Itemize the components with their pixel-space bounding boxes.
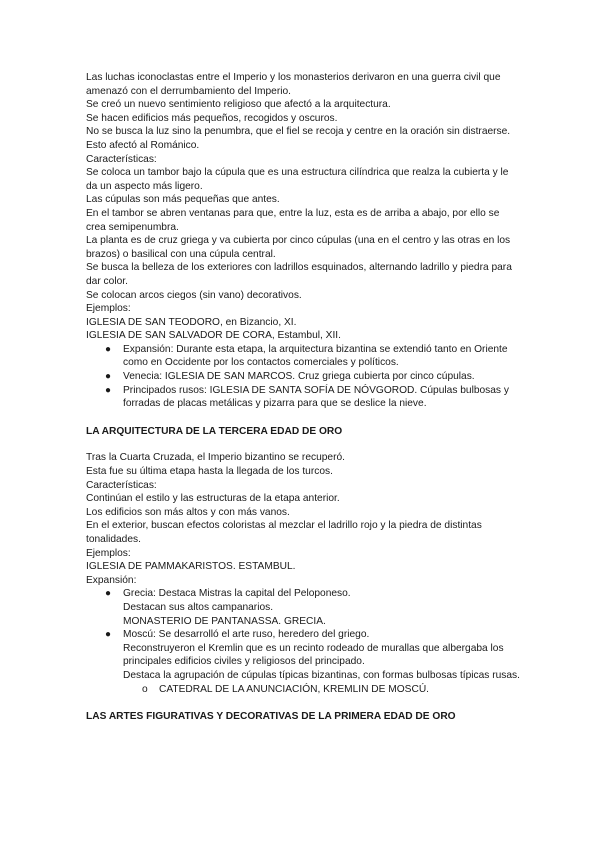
list-item (86, 370, 522, 384)
sub-list (86, 683, 522, 697)
list-item-text: Expansión: Durante esta etapa, la arquitectura bizantina se extendió tanto en Oriente como en Occidente por los contactos comerciales y políticos. (123, 343, 508, 369)
paragraph: La planta es de cruz griega y va cubierta por cinco cúpulas (una en el centro y las otras en los brazos) o basilical con una cúpula central. (86, 235, 511, 260)
paragraph: Esta fue su última etapa hasta la llegada de los turcos. (86, 466, 333, 478)
paragraph: Se hacen edificios más pequeños, recogidos y oscuros. (86, 112, 338, 124)
paragraph: Ejemplos: (86, 547, 131, 559)
paragraph: Las cúpulas son más pequeñas que antes. (86, 194, 280, 206)
circle-bullet-icon: o (142, 683, 148, 695)
sub-list-item (86, 683, 522, 697)
list-item-text: Grecia: Destaca Mistras la capital del Peloponeso. (123, 588, 351, 600)
bullet-list (86, 343, 522, 411)
bullet-icon: ● (105, 371, 112, 383)
paragraph: Esto afectó al Románico. (86, 139, 200, 151)
list-item-text: Reconstruyeron el Kremlin que es un recinto rodeado de murallas que albergaba los principales edificios civiles y religiosos del principado. (123, 642, 504, 668)
list-item (86, 587, 522, 628)
sub-list-item-text: CATEDRAL DE LA ANUNCIACIÓN, KREMLIN DE MOSCÚ. (159, 683, 430, 695)
paragraph: Características: (86, 153, 157, 165)
list-item (86, 343, 522, 370)
list-item-text: Moscú: Se desarrolló el arte ruso, heredero del griego. (123, 629, 370, 641)
bullet-icon: ● (105, 384, 112, 396)
paragraph: Características: (86, 479, 157, 491)
paragraph: Tras la Cuarta Cruzada, el Imperio bizantino se recuperó. (86, 452, 345, 464)
paragraph: Las luchas iconoclastas entre el Imperio y los monasterios derivaron en una guerra civil que amenazó con el derrumbamiento del Imperio. (86, 72, 501, 97)
paragraph: IGLESIA DE SAN SALVADOR DE CORA, Estambul, XII. (86, 330, 341, 342)
paragraph: Ejemplos: (86, 303, 131, 315)
list-item-text: MONASTERIO DE PANTANASSA. GRECIA. (123, 615, 326, 627)
bullet-icon: ● (105, 588, 112, 600)
list-item-text: Destaca la agrupación de cúpulas típicas bizantinas, con formas bulbosas típicas rusas. (123, 669, 520, 681)
list-item-text: Destacan sus altos campanarios. (123, 601, 274, 613)
bullet-icon: ● (105, 629, 112, 641)
paragraph: IGLESIA DE SAN TEODORO, en Bizancio, XI. (86, 316, 297, 328)
paragraph: En el tambor se abren ventanas para que, entre la luz, esta es de arriba a abajo, por ello se crea semipenumbra. (86, 207, 500, 233)
section-heading: LA ARQUITECTURA DE LA TERCERA EDAD DE ORO (86, 425, 343, 437)
list-item (86, 628, 522, 682)
paragraph: No se busca la luz sino la penumbra, que el fiel se recoja y centre en la oración sin distraerse. (86, 126, 511, 138)
section-heading: LAS ARTES FIGURATIVAS Y DECORATIVAS DE LA PRIMERA EDAD DE ORO (86, 711, 456, 723)
paragraph: Los edificios son más altos y con más vanos. (86, 506, 290, 518)
paragraph: En el exterior, buscan efectos coloristas al mezclar el ladrillo rojo y la piedra de distintas tonalidades. (86, 520, 482, 545)
bullet-icon: ● (105, 343, 112, 355)
paragraph: Se colocan arcos ciegos (sin vano) decorativos. (86, 289, 302, 301)
paragraph: IGLESIA DE PAMMAKARISTOS. ESTAMBUL. (86, 561, 296, 573)
paragraph: Se coloca un tambor bajo la cúpula que es una estructura cilíndrica que realza la cubierta y le da un aspecto más ligero. (86, 167, 509, 192)
document-body (86, 71, 522, 737)
list-item-text: Principados rusos: IGLESIA DE SANTA SOFÍA DE NÓVGOROD. Cúpulas bulbosas y forradas de placas metálicas y pizarra para que se deslice la nieve. (123, 384, 509, 410)
list-item (86, 384, 522, 411)
paragraph: Continúan el estilo y las estructuras de la etapa anterior. (86, 493, 340, 505)
bullet-list (86, 587, 522, 682)
list-item-text: Venecia: IGLESIA DE SAN MARCOS. Cruz griega cubierta por cinco cúpulas. (123, 371, 475, 383)
paragraph: Se busca la belleza de los exteriores con ladrillos esquinados, alternando ladrillo y piedra para dar color. (86, 262, 512, 287)
paragraph: Se creó un nuevo sentimiento religioso que afectó a la arquitectura. (86, 99, 391, 111)
paragraph: Expansión: (86, 574, 137, 586)
